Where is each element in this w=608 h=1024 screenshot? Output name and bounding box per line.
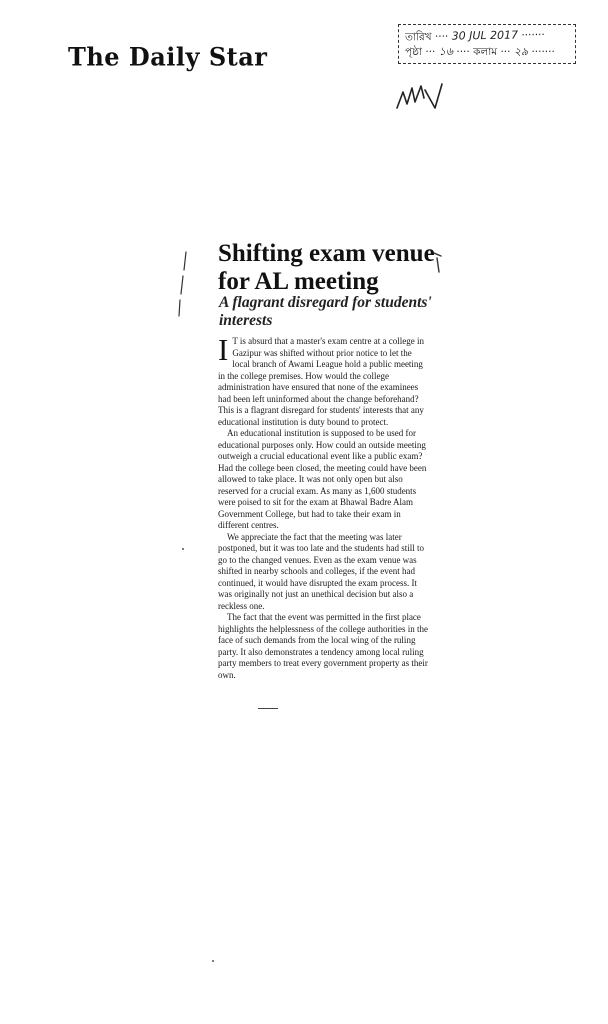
scan-speck bbox=[212, 960, 214, 962]
article-paragraph: An educational institution is supposed to be used for educational purposes only. How could an outside meeting outweigh a crucial educational event like a public exam? Had the college been closed, the meeting could have been allowed to take place. It was not only open but also reserved for a crucial exam. As many as 1,600 students were poised to sit for the exam at Bhawal Badre Alam Government College, but had to take their exam in different centres. bbox=[218, 428, 427, 530]
article-dropcap: I bbox=[218, 332, 229, 367]
article-end-rule bbox=[258, 708, 278, 709]
stamp-date-label: তারিখ bbox=[404, 30, 432, 44]
stamp-column-label: কলাম bbox=[473, 46, 498, 58]
article-paragraph: I T is absurd that a master's exam centre at a college in Gazipur was shifted without prior notice to let the local branch of Awami League hold a public meeting in the college premises. How would the college administration have ensured that none of the examinees had been left uninformed about the change beforehand? This is a flagrant disregard for students' interests that any educational institution is duty bound to protect. bbox=[218, 332, 424, 427]
stamp-date-row: তারিখ ···· 30 JUL 2017 ······· bbox=[404, 28, 545, 44]
newspaper-masthead: The Daily Star bbox=[68, 41, 268, 72]
article-body bbox=[218, 332, 430, 681]
archive-stamp bbox=[398, 24, 576, 64]
scan-speck bbox=[182, 548, 184, 550]
stamp-column-value: ২৯ bbox=[513, 45, 529, 58]
article-paragraph: The fact that the event was permitted in the first place highlights the helplessness of the college authorities in the face of such demands from the local wing of the ruling party. It also demonstrates a tendency among local ruling party members to treat every government property as their own. bbox=[218, 612, 428, 680]
margin-tick-icon bbox=[432, 250, 444, 276]
stamp-page-label: পৃষ্ঠা bbox=[405, 46, 423, 58]
stamp-date-value: 30 JUL 2017 bbox=[451, 28, 519, 43]
article-subhead: A flagrant disregard for students' interests bbox=[219, 294, 432, 329]
margin-pen-mark-icon bbox=[176, 250, 190, 320]
stamp-page-row: পৃষ্ঠা ··· ১৬ ···· কলাম ··· ২৯ ······· bbox=[405, 45, 555, 58]
article-paragraph: We appreciate the fact that the meeting was later postponed, but it was too late and the students had still to go to the changed venues. Even as the exam venue was shifted in nearby schools and colleges, if the event had continued, it would have disrupted the exam process. It was originally not just an unethical decision but also a reckless one. bbox=[218, 531, 424, 611]
handwritten-initials-icon bbox=[395, 78, 445, 118]
stamp-page-value: ১৬ bbox=[438, 45, 454, 58]
article-headline: Shifting exam venue for AL meeting bbox=[218, 240, 435, 295]
